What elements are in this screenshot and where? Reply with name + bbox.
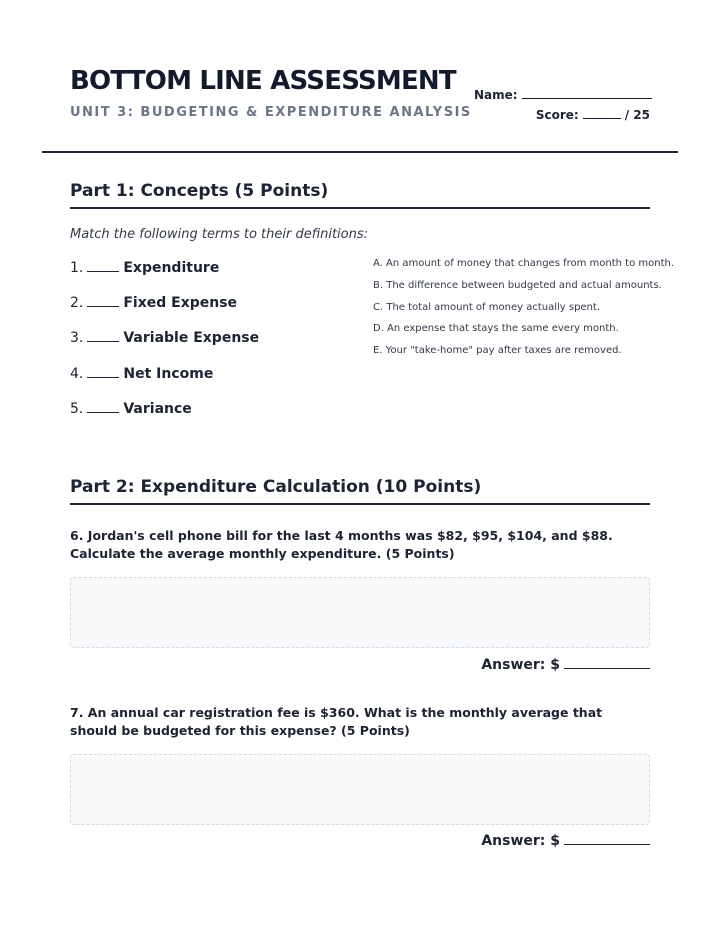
term-number: 3.	[70, 330, 84, 346]
answer-label: Answer: $	[481, 657, 560, 673]
part1-instructions: Match the following terms to their definitions:	[70, 227, 369, 242]
unit-subtitle: UNIT 3: BUDGETING & EXPENDITURE ANALYSIS	[70, 105, 472, 120]
question-6: 6. Jordan's cell phone bill for the last 4 months was $82, $95, $104, and $88. Calculate the average monthly expenditure. (5 Points)	[70, 528, 613, 561]
term-label: Expenditure	[123, 260, 220, 276]
term-item	[70, 294, 237, 311]
work-area-q6[interactable]	[70, 577, 650, 648]
answer-q6	[481, 656, 650, 673]
definition-item: A. An amount of money that changes from month to month.	[373, 258, 675, 269]
term-number: 4.	[70, 366, 84, 382]
term-blank[interactable]	[87, 329, 119, 342]
term-item	[70, 259, 219, 276]
definition-item: D. An expense that stays the same every month.	[373, 323, 619, 334]
term-number: 5.	[70, 401, 84, 417]
term-item	[70, 329, 259, 346]
term-blank[interactable]	[87, 365, 119, 378]
name-label: Name:	[474, 88, 518, 102]
term-label: Variance	[123, 401, 192, 417]
name-field	[474, 86, 652, 102]
answer-q7	[481, 832, 650, 849]
term-number: 2.	[70, 295, 84, 311]
answer-label: Answer: $	[481, 833, 560, 849]
term-item	[70, 400, 192, 417]
definition-item: C. The total amount of money actually spent.	[373, 302, 601, 313]
term-blank[interactable]	[87, 294, 119, 307]
term-number: 1.	[70, 260, 84, 276]
score-total: / 25	[624, 108, 650, 122]
score-input-line[interactable]	[583, 106, 621, 119]
term-blank[interactable]	[87, 259, 119, 272]
score-label: Score:	[535, 108, 579, 122]
term-blank[interactable]	[87, 400, 119, 413]
header-divider	[42, 151, 678, 153]
term-label: Fixed Expense	[123, 295, 238, 311]
part2-title: Part 2: Expenditure Calculation (10 Points)	[70, 477, 650, 505]
part1-title: Part 1: Concepts (5 Points)	[70, 181, 650, 209]
name-input-line[interactable]	[522, 86, 652, 99]
answer-input-line[interactable]	[564, 832, 650, 845]
page-title: BOTTOM LINE ASSESSMENT	[70, 66, 456, 96]
definition-item: B. The difference between budgeted and actual amounts.	[373, 280, 662, 291]
term-label: Variable Expense	[123, 330, 260, 346]
work-area-q7[interactable]	[70, 754, 650, 825]
question-7: 7. An annual car registration fee is $360. What is the monthly average that should be budgeted for this expense? (5 Points)	[70, 705, 603, 738]
definition-item: E. Your "take-home" pay after taxes are removed.	[373, 345, 622, 356]
score-field	[536, 106, 650, 122]
answer-input-line[interactable]	[564, 656, 650, 669]
term-item	[70, 365, 213, 382]
term-label: Net Income	[123, 366, 214, 382]
